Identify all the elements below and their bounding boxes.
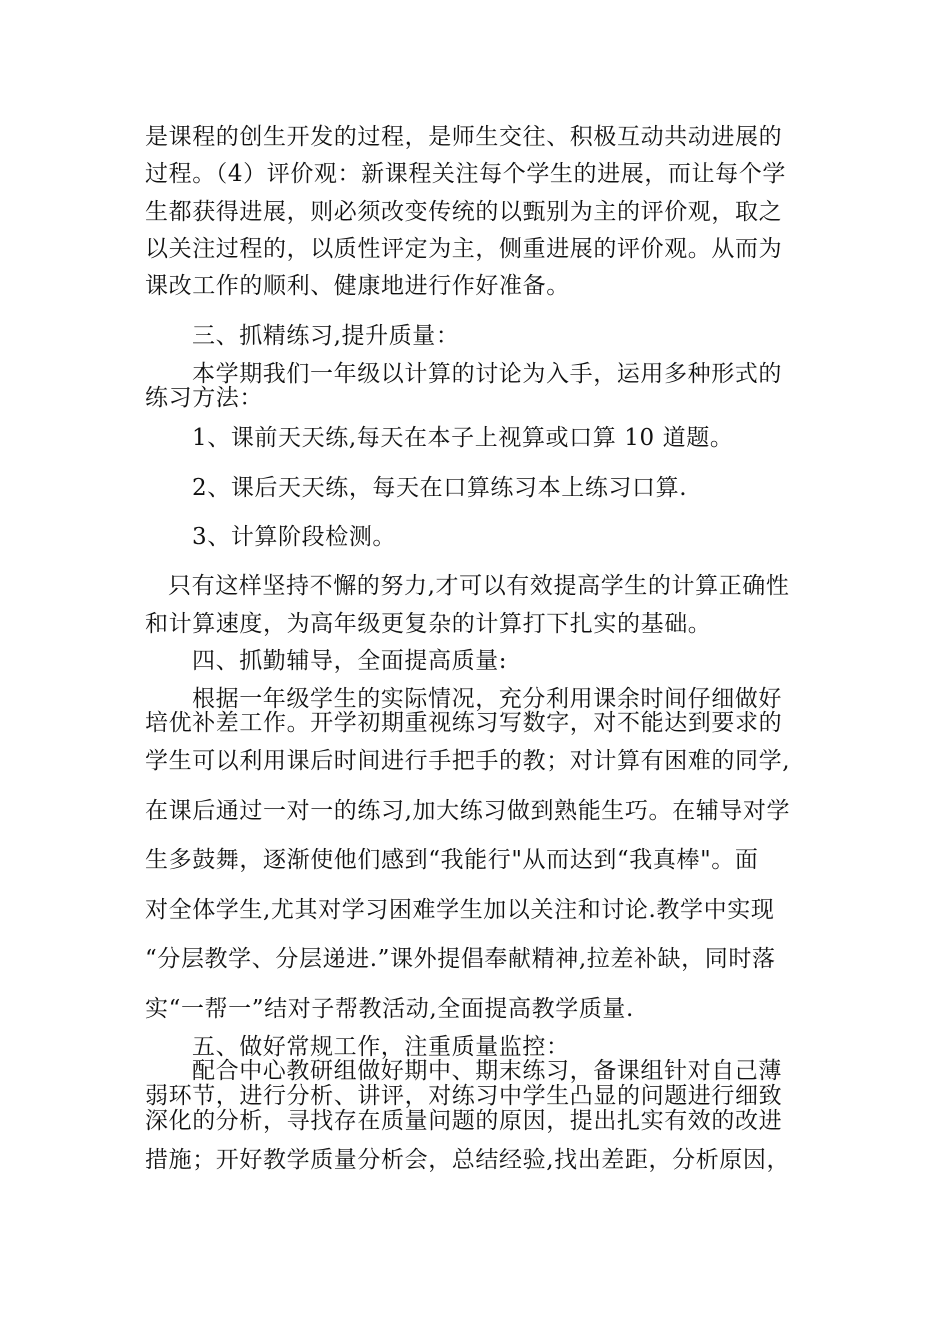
text-line: “分层教学、分层递进.”课外提倡奉献精神,拉差补缺，同时落 [145,946,776,972]
section-heading: 五、做好常规工作，注重质量监控： [192,1034,570,1060]
text-line: 以关注过程的，以质性评定为主，侧重进展的评价观。从而为 [145,236,783,262]
text-line: 对全体学生,尤其对学习困难学生加以关注和讨论.教学中实现 [145,897,775,923]
text-line: 措施；开好教学质量分析会，总结经验,找出差距，分析原因， [145,1147,791,1173]
list-item: 1、课前天天练,每天在本子上视算或口算 10 道题。 [192,425,734,451]
text-line: 深化的分析，寻找存在质量问题的原因，提出扎实有效的改进 [145,1108,783,1134]
text-line: 配合中心教研组做好期中、期末练习，备课组针对自己薄 [192,1058,782,1084]
text-line: 和计算速度，为高年级更复杂的计算打下扎实的基础。 [145,611,712,637]
text-line: 培优补差工作。开学初期重视练习写数字，对不能达到要求的 [145,710,783,736]
text-line: 过程。（4）评价观：新课程关注每个学生的进展，而让每个学 [145,161,786,187]
list-item: 2、课后天天练，每天在口算练习本上练习口算. [192,475,688,501]
text-line: 实“一帮一”结对子帮教活动,全面提高教学质量. [145,996,634,1022]
text-line: 只有这样坚持不懈的努力,才可以有效提高学生的计算正确性 [168,573,790,599]
list-item: 3、计算阶段检测。 [192,524,397,550]
text-line: 学生可以利用课后时间进行手把手的教；对计算有困难的同学, [145,748,791,774]
text-line: 课改工作的顺利、健康地进行作好准备。 [145,273,570,299]
text-line: 生都获得进展，则必须改变传统的以甄别为主的评价观，取之 [145,199,783,225]
section-heading: 三、抓精练习,提升质量： [192,323,460,349]
text-line: 是课程的创生开发的过程，是师生交往、积极互动共动进展的 [145,124,783,150]
text-line: 弱环节，进行分析、讲评，对练习中学生凸显的问题进行细致 [145,1083,783,1109]
text-line: 练习方法： [145,385,263,411]
text-line: 在课后通过一对一的练习,加大练习做到熟能生巧。在辅导对学 [145,798,791,824]
text-line: 根据一年级学生的实际情况，充分利用课余时间仔细做好 [192,686,782,712]
text-line: 本学期我们一年级以计算的讨论为入手，运用多种形式的 [192,361,782,387]
text-line: 生多鼓舞，逐渐使他们感到“我能行"从而达到“我真棒"。面 [145,847,759,873]
section-heading: 四、抓勤辅导，全面提高质量: [192,648,508,674]
